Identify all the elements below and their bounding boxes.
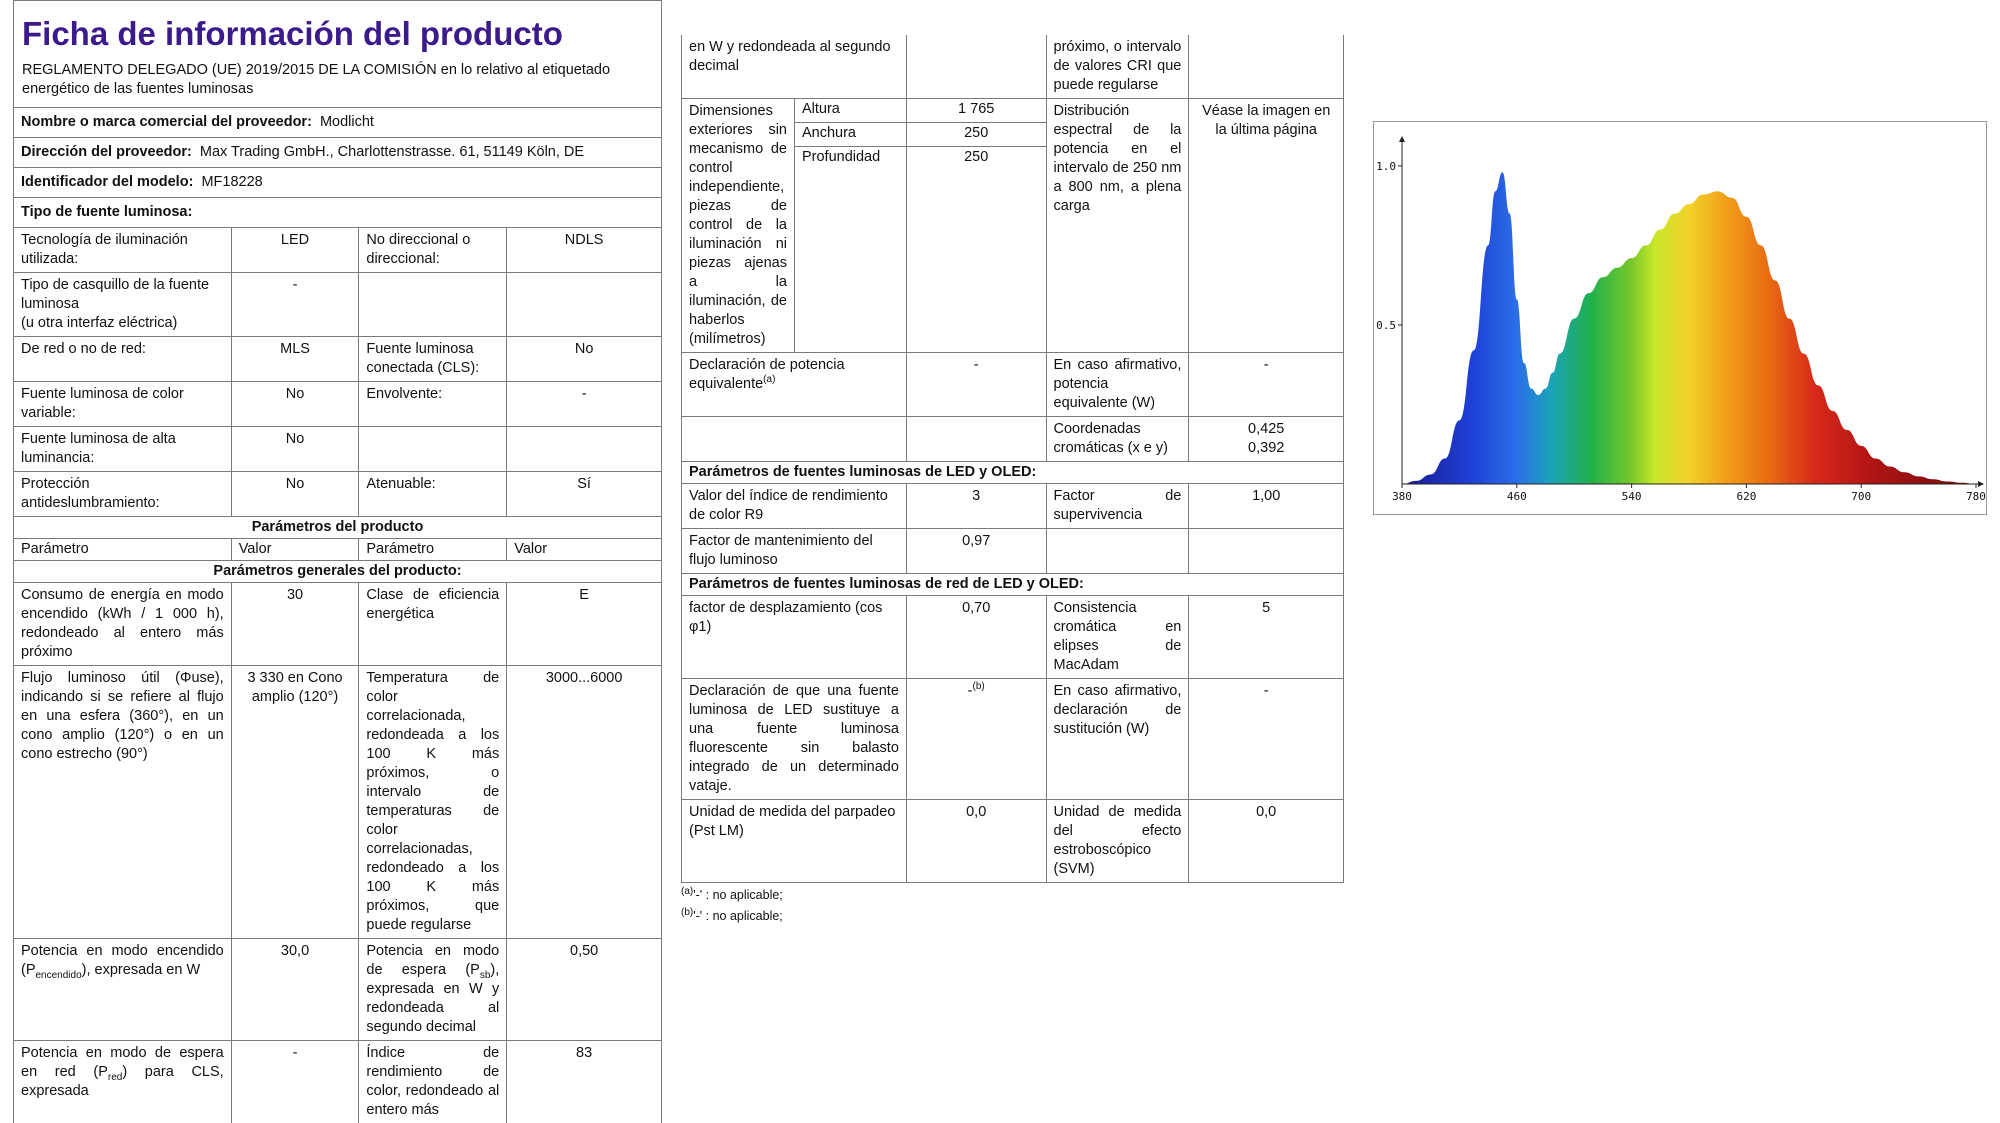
equiv-label <box>682 353 907 417</box>
x-axis-arrow <box>1978 481 1984 487</box>
pnet-sub: red <box>108 1072 122 1083</box>
replace-sup: (b) <box>973 681 985 692</box>
tech-value: LED <box>231 228 359 273</box>
r9-label: Valor del índice de rendimiento de color R9 <box>682 484 907 529</box>
class-value: E <box>507 583 662 666</box>
table-row <box>14 583 662 666</box>
column-header-row <box>14 539 662 561</box>
pnet-label <box>14 1041 232 1123</box>
cri-label: Índice de rendimiento de color, redondeado al entero más <box>359 1041 507 1123</box>
depth-value: 250 <box>906 147 1046 353</box>
dim-value: Sí <box>507 472 662 517</box>
regulation-text: REGLAMENTO DELEGADO (UE) 2019/2015 DE LA COMISIÓN en lo relativo al etiquetado energético de las fuentes luminosas <box>14 57 661 107</box>
glare-label: Protección antideslumbramiento: <box>14 472 232 517</box>
equiv-power-label: En caso afirmativo, potencia equivalente (W) <box>1046 353 1189 417</box>
table-row <box>682 353 1344 417</box>
svm-label: Unidad de medida del efecto estroboscópico (SVM) <box>1046 800 1189 883</box>
x-tick-label: 380 <box>1392 490 1412 503</box>
survival-label: Factor de supervivencia <box>1046 484 1189 529</box>
equiv-power-value: - <box>1189 353 1344 417</box>
table-row <box>14 273 662 337</box>
envelope-value: - <box>507 382 662 427</box>
chroma-x: 0,425 <box>1196 420 1336 439</box>
equiv-sup: (a) <box>763 374 775 385</box>
survival-value: 1,00 <box>1189 484 1344 529</box>
dir-label: No direccional o direccional: <box>359 228 507 273</box>
class-label: Clase de eficiencia energética <box>359 583 507 666</box>
replace-w-value: - <box>1189 679 1344 800</box>
envelope-label: Envolvente: <box>359 382 507 427</box>
replace-w-label: En caso afirmativo, declaración de sustitución (W) <box>1046 679 1189 800</box>
footnote-b-mark: (b) <box>681 907 693 918</box>
flicker-value: 0,0 <box>906 800 1046 883</box>
cosphi-value: 0,70 <box>906 596 1046 679</box>
cct-value: 3000...6000 <box>507 666 662 939</box>
energy-label: Consumo de energía en modo encendido (kWh / 1 000 h), redondeado al entero más próximo <box>14 583 232 666</box>
table-row <box>682 679 1344 800</box>
x-tick-label: 620 <box>1736 490 1756 503</box>
flux-label: Flujo luminoso útil (Φuse), indicando si se refiere al flujo en una esfera (360°), en un cono amplio (120°) o en un cono estrecho (90°) <box>14 666 232 939</box>
svm-value: 0,0 <box>1189 800 1344 883</box>
energy-value: 30 <box>231 583 359 666</box>
equiv-label-text: Declaración de potencia equivalente <box>689 357 845 392</box>
hl-label: Fuente luminosa de alta luminancia: <box>14 427 232 472</box>
led-header: Parámetros de fuentes luminosas de LED y OLED: <box>682 462 1344 484</box>
type-row <box>14 198 662 228</box>
mains-led-header-row <box>682 574 1344 596</box>
table-row <box>682 800 1344 883</box>
supplier-name-row <box>14 108 662 138</box>
table-row <box>14 939 662 1041</box>
general-header-row <box>14 561 662 583</box>
pnet-label-a: Potencia en modo de espera en red (P <box>21 1045 224 1080</box>
cosphi-label: factor de desplazamiento (cos φ1) <box>682 596 907 679</box>
led-header-row <box>682 462 1344 484</box>
table-row <box>682 417 1344 462</box>
footnote-a <box>681 887 1344 904</box>
table-row <box>682 99 1344 123</box>
cap-label: Tipo de casquillo de la fuente luminosa <box>21 276 224 314</box>
header-box <box>13 0 662 107</box>
x-tick-label: 700 <box>1851 490 1871 503</box>
x-tick-label: 540 <box>1622 490 1642 503</box>
empty-cell <box>906 35 1046 99</box>
psb-label <box>359 939 507 1041</box>
replace-value-cell <box>906 679 1046 800</box>
pon-value: 30,0 <box>231 939 359 1041</box>
cap-label-cell <box>14 273 232 337</box>
footnote-b <box>681 908 1344 925</box>
x-tick-label: 460 <box>1507 490 1527 503</box>
left-table <box>13 107 662 1123</box>
table-row <box>14 427 662 472</box>
empty-cell <box>682 417 907 462</box>
chroma-value <box>1189 417 1344 462</box>
table-row <box>682 484 1344 529</box>
hl-value: No <box>231 427 359 472</box>
model-row <box>14 168 662 198</box>
supplier-name-value: Modlicht <box>320 114 374 130</box>
psb-sub: sb <box>480 970 491 981</box>
params-header-row <box>14 517 662 539</box>
table-row <box>682 596 1344 679</box>
y-tick-label: 0.5 <box>1376 319 1396 332</box>
cont1-cell: en W y redondeada al segundo decimal <box>682 35 907 99</box>
maint-value: 0,97 <box>906 529 1046 574</box>
supplier-address-row <box>14 138 662 168</box>
table-row <box>14 1041 662 1123</box>
mains-label: De red o no de red: <box>14 337 232 382</box>
empty-cell <box>906 417 1046 462</box>
height-value: 1 765 <box>906 99 1046 123</box>
replace-value: - <box>968 683 973 699</box>
macadam-value: 5 <box>1189 596 1344 679</box>
psb-value: 0,50 <box>507 939 662 1041</box>
colour-value: No <box>231 382 359 427</box>
flux-value: 3 330 en Cono amplio (120°) <box>231 666 359 939</box>
footnote-a-mark: (a) <box>681 886 693 897</box>
y-axis-arrow <box>1399 136 1405 142</box>
pon-label-b: ), expresada en W <box>82 962 200 978</box>
col-value-header: Valor <box>231 539 359 561</box>
page-title: Ficha de información del producto <box>14 1 661 57</box>
empty-cell <box>507 427 662 472</box>
supplier-address-label: Dirección del proveedor: <box>21 144 192 160</box>
spd-value: Véase la imagen en la última página <box>1189 99 1344 353</box>
y-tick-label: 1.0 <box>1376 160 1396 173</box>
table-row <box>14 228 662 273</box>
footnotes <box>681 887 1344 925</box>
table-row <box>14 472 662 517</box>
tech-label: Tecnología de iluminación utilizada: <box>14 228 232 273</box>
spectrum-svg <box>1374 122 1986 514</box>
psb-label-b: ), expresada en W y redondeada al segundo decimal <box>366 962 499 1035</box>
footnote-a-text: '-' : no aplicable; <box>693 888 783 902</box>
r9-value: 3 <box>906 484 1046 529</box>
middle-table <box>681 35 1344 883</box>
empty-cell <box>507 273 662 337</box>
width-value: 250 <box>906 123 1046 147</box>
empty-cell <box>1189 529 1344 574</box>
chroma-label: Coordenadas cromáticas (x e y) <box>1046 417 1189 462</box>
replace-label: Declaración de que una fuente luminosa de LED sustituye a una fuente luminosa fluorescente sin balasto integrado de un determinado vataje. <box>682 679 907 800</box>
equiv-value: - <box>906 353 1046 417</box>
pon-label <box>14 939 232 1041</box>
table-row <box>14 666 662 939</box>
height-label: Altura <box>794 99 906 123</box>
maint-label: Factor de mantenimiento del flujo luminoso <box>682 529 907 574</box>
cls-value: No <box>507 337 662 382</box>
model-value: MF18228 <box>201 174 262 190</box>
cont2-cell: próximo, o intervalo de valores CRI que puede regularse <box>1046 35 1189 99</box>
cct-label: Temperatura de color correlacionada, redondeada a los 100 K más próximos, o intervalo de temperaturas de color correlacionadas, redondeado a los 100 K más próximos, que puede regularse <box>359 666 507 939</box>
psb-label-a: Potencia en modo de espera (P <box>366 943 499 978</box>
flicker-label: Unidad de medida del parpadeo (Pst LM) <box>682 800 907 883</box>
depth-label: Profundidad <box>794 147 906 353</box>
macadam-label: Consistencia cromática en elipses de MacAdam <box>1046 596 1189 679</box>
supplier-name-label: Nombre o marca comercial del proveedor: <box>21 114 312 130</box>
chroma-y: 0,392 <box>1196 439 1336 458</box>
table-row <box>682 35 1344 99</box>
model-label: Identificador del modelo: <box>21 174 193 190</box>
col-value-header-2: Valor <box>507 539 662 561</box>
spd-label: Distribución espectral de la potencia en el intervalo de 250 nm a 800 nm, a plena carga <box>1046 99 1189 353</box>
general-header: Parámetros generales del producto: <box>14 561 662 583</box>
params-header: Parámetros del producto <box>14 517 662 539</box>
mains-led-header: Parámetros de fuentes luminosas de red de LED y OLED: <box>682 574 1344 596</box>
col-param-header: Parámetro <box>14 539 232 561</box>
x-tick-label: 780 <box>1966 490 1986 503</box>
empty-cell <box>1046 529 1189 574</box>
glare-value: No <box>231 472 359 517</box>
pon-sub: encendido <box>36 970 82 981</box>
empty-cell <box>1189 35 1344 99</box>
empty-cell <box>359 427 507 472</box>
spectrum-chart <box>1373 121 1987 515</box>
col-param-header-2: Parámetro <box>359 539 507 561</box>
spectrum-area <box>1402 172 1976 484</box>
dir-value: NDLS <box>507 228 662 273</box>
type-label: Tipo de fuente luminosa: <box>14 198 662 228</box>
table-row <box>14 382 662 427</box>
cls-label: Fuente luminosa conectada (CLS): <box>359 337 507 382</box>
width-label: Anchura <box>794 123 906 147</box>
dim-label: Atenuable: <box>359 472 507 517</box>
left-column <box>13 0 662 1123</box>
table-row <box>14 337 662 382</box>
pnet-label-b: ) para CLS, expresada <box>21 1064 224 1099</box>
pon-label-a: Potencia en modo encendido (P <box>21 943 224 978</box>
empty-cell <box>359 273 507 337</box>
cap-label-2: (u otra interfaz eléctrica) <box>21 314 224 333</box>
footnote-b-text: '-' : no aplicable; <box>693 909 783 923</box>
cri-value: 83 <box>507 1041 662 1123</box>
mains-value: MLS <box>231 337 359 382</box>
middle-column <box>681 0 1344 925</box>
cap-value: - <box>231 273 359 337</box>
pnet-value: - <box>231 1041 359 1123</box>
table-row <box>682 529 1344 574</box>
supplier-address-value: Max Trading GmbH., Charlottenstrasse. 61, 51149 Köln, DE <box>200 144 584 160</box>
dims-label: Dimensiones exteriores sin mecanismo de control independiente, piezas de control de la iluminación ni piezas ajenas a la iluminación, de haberlos (milímetros) <box>682 99 795 353</box>
colour-label: Fuente luminosa de color variable: <box>14 382 232 427</box>
